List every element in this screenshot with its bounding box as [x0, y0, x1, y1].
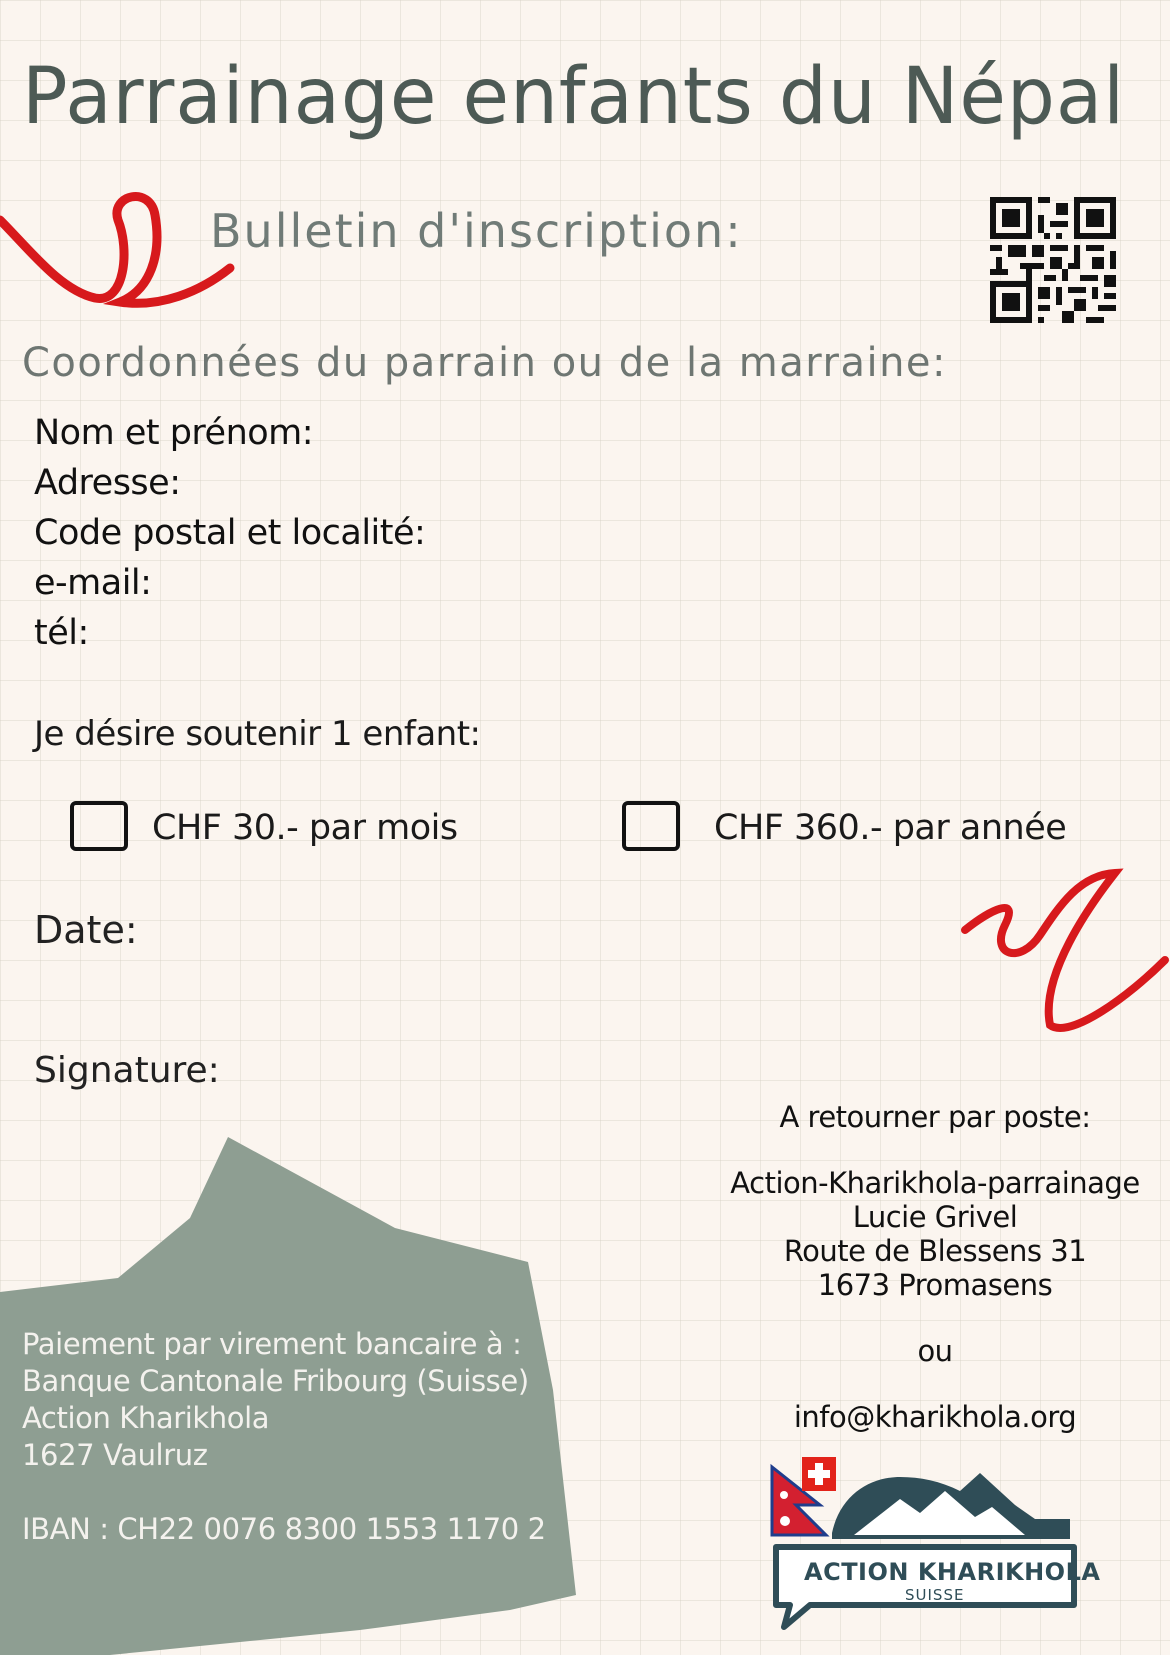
red-scribble-right [960, 865, 1170, 1055]
form-subtitle: Bulletin d'inscription: [210, 204, 743, 258]
field-name: Nom et prénom: [34, 413, 314, 453]
mail-line-contact: Lucie Grivel [852, 1200, 1018, 1234]
yearly-option-label: CHF 360.- par année [714, 808, 1067, 848]
mail-address-block [700, 1100, 1170, 1434]
mail-line-street: Route de Blessens 31 [783, 1234, 1087, 1268]
logo-country: SUISSE [905, 1586, 965, 1604]
support-label: Je désire soutenir 1 enfant: [34, 714, 481, 754]
mail-or: ou [917, 1334, 953, 1368]
payment-intro: Paiement par virement bancaire à : [22, 1327, 522, 1361]
field-address: Adresse: [34, 463, 181, 503]
payment-city: 1627 Vaulruz [22, 1438, 208, 1472]
sponsor-heading: Coordonnées du parrain ou de la marraine: [22, 340, 948, 386]
monthly-option-label: CHF 30.- par mois [152, 808, 458, 848]
yearly-checkbox[interactable] [622, 801, 680, 851]
payment-block [22, 1326, 546, 1548]
mail-line-city: 1673 Promasens [817, 1268, 1053, 1302]
qr-code-icon [990, 197, 1116, 323]
date-label: Date: [34, 908, 138, 952]
action-kharikhola-logo [770, 1455, 1110, 1635]
contact-email[interactable]: info@kharikhola.org [793, 1400, 1077, 1434]
field-postal-code: Code postal et localité: [34, 513, 426, 553]
payment-iban: IBAN : CH22 0076 8300 1553 1170 2 [22, 1512, 546, 1546]
field-email: e-mail: [34, 563, 152, 603]
payment-beneficiary: Action Kharikhola [22, 1401, 270, 1435]
red-scribble-top [0, 180, 240, 320]
logo-name: ACTION KHARIKHOLA [804, 1558, 1101, 1586]
payment-bank: Banque Cantonale Fribourg (Suisse) [22, 1364, 529, 1398]
signature-label: Signature: [34, 1050, 220, 1091]
mail-line-organization: Action-Kharikhola-parrainage [730, 1166, 1140, 1200]
mail-intro: A retourner par poste: [779, 1100, 1091, 1134]
field-phone: tél: [34, 613, 89, 653]
monthly-checkbox[interactable] [70, 801, 128, 851]
page-title: Parrainage enfants du Népal [22, 52, 1126, 142]
mountain-logo-icon [770, 1455, 1110, 1635]
